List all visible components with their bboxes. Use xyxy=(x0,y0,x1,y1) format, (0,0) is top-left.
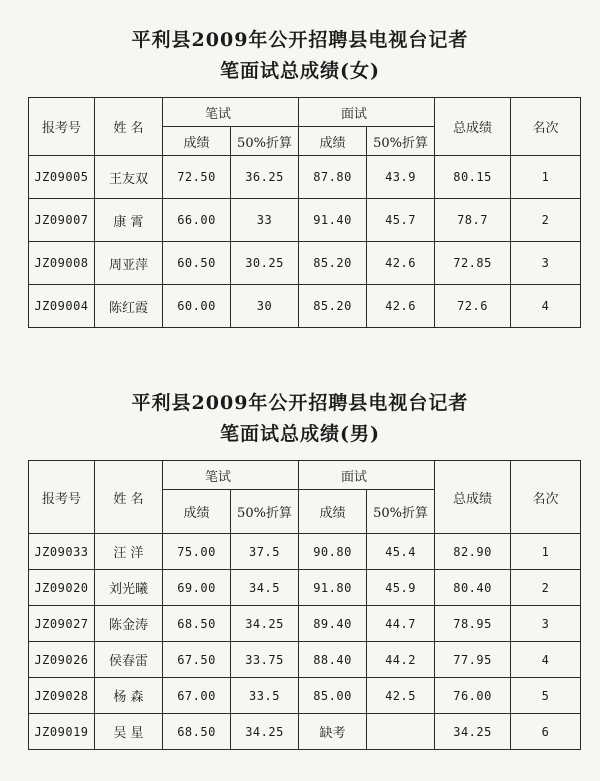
cell-interview-50pct: 45.7 xyxy=(367,199,435,242)
cell-written-score: 75.00 xyxy=(163,534,231,570)
header-interview-score: 成绩 xyxy=(299,490,367,534)
cell-written-50pct: 30 xyxy=(231,285,299,328)
header-name: 姓 名 xyxy=(95,461,163,534)
cell-interview-score: 91.40 xyxy=(299,199,367,242)
cell-rank: 4 xyxy=(511,642,581,678)
cell-written-score: 68.50 xyxy=(163,714,231,750)
cell-exam-no: JZ09028 xyxy=(29,678,95,714)
cell-interview-score: 88.40 xyxy=(299,642,367,678)
cell-interview-50pct: 45.4 xyxy=(367,534,435,570)
cell-interview-score: 85.20 xyxy=(299,285,367,328)
cell-rank: 3 xyxy=(511,242,581,285)
table-row xyxy=(29,606,581,642)
cell-name: 杨 森 xyxy=(95,678,163,714)
female-score-table xyxy=(28,97,581,328)
cell-interview-50pct: 42.6 xyxy=(367,242,435,285)
cell-interview-score: 缺考 xyxy=(299,714,367,750)
cell-name: 吴 星 xyxy=(95,714,163,750)
header-written-50pct: 50%折算 xyxy=(231,490,299,534)
cell-total: 80.40 xyxy=(435,570,511,606)
cell-written-50pct: 34.25 xyxy=(231,714,299,750)
cell-total: 72.6 xyxy=(435,285,511,328)
cell-written-50pct: 34.25 xyxy=(231,606,299,642)
cell-total: 72.85 xyxy=(435,242,511,285)
cell-interview-50pct: 42.5 xyxy=(367,678,435,714)
table-row xyxy=(29,714,581,750)
cell-name: 王友双 xyxy=(95,156,163,199)
cell-exam-no: JZ09019 xyxy=(29,714,95,750)
cell-name: 侯春雷 xyxy=(95,642,163,678)
table-row xyxy=(29,678,581,714)
cell-name: 康 霄 xyxy=(95,199,163,242)
cell-rank: 2 xyxy=(511,570,581,606)
header-name: 姓 名 xyxy=(95,98,163,156)
cell-written-score: 67.50 xyxy=(163,642,231,678)
cell-written-score: 60.00 xyxy=(163,285,231,328)
cell-interview-50pct: 45.9 xyxy=(367,570,435,606)
cell-exam-no: JZ09020 xyxy=(29,570,95,606)
cell-written-50pct: 30.25 xyxy=(231,242,299,285)
cell-written-50pct: 33.75 xyxy=(231,642,299,678)
header-total: 总成绩 xyxy=(435,461,511,534)
cell-total: 78.7 xyxy=(435,199,511,242)
cell-exam-no: JZ09007 xyxy=(29,199,95,242)
cell-written-score: 68.50 xyxy=(163,606,231,642)
cell-rank: 1 xyxy=(511,534,581,570)
cell-exam-no: JZ09005 xyxy=(29,156,95,199)
cell-interview-50pct: 44.7 xyxy=(367,606,435,642)
header-written-score: 成绩 xyxy=(163,490,231,534)
cell-written-score: 67.00 xyxy=(163,678,231,714)
cell-total: 78.95 xyxy=(435,606,511,642)
cell-exam-no: JZ09004 xyxy=(29,285,95,328)
cell-rank: 4 xyxy=(511,285,581,328)
cell-total: 34.25 xyxy=(435,714,511,750)
cell-written-50pct: 33 xyxy=(231,199,299,242)
header-written-score: 成绩 xyxy=(163,127,231,156)
header-rank: 名次 xyxy=(511,98,581,156)
section-2-title-line2: 笔面试总成绩(男) xyxy=(220,423,380,445)
cell-written-50pct: 37.5 xyxy=(231,534,299,570)
header-total: 总成绩 xyxy=(435,98,511,156)
table-row xyxy=(29,570,581,606)
cell-written-50pct: 34.5 xyxy=(231,570,299,606)
cell-name: 陈红霞 xyxy=(95,285,163,328)
cell-exam-no: JZ09027 xyxy=(29,606,95,642)
cell-interview-score: 85.00 xyxy=(299,678,367,714)
cell-written-score: 66.00 xyxy=(163,199,231,242)
cell-exam-no: JZ09008 xyxy=(29,242,95,285)
table-row xyxy=(29,156,581,199)
cell-interview-50pct: 43.9 xyxy=(367,156,435,199)
cell-written-score: 60.50 xyxy=(163,242,231,285)
cell-written-score: 72.50 xyxy=(163,156,231,199)
header-exam-no: 报考号 xyxy=(29,461,95,534)
cell-rank: 1 xyxy=(511,156,581,199)
cell-interview-score: 87.80 xyxy=(299,156,367,199)
cell-interview-50pct xyxy=(367,714,435,750)
header-interview: 面试 xyxy=(299,461,435,490)
cell-written-50pct: 36.25 xyxy=(231,156,299,199)
male-score-table xyxy=(28,460,581,750)
cell-exam-no: JZ09026 xyxy=(29,642,95,678)
table-row xyxy=(29,642,581,678)
cell-rank: 6 xyxy=(511,714,581,750)
cell-total: 76.00 xyxy=(435,678,511,714)
cell-name: 刘光曦 xyxy=(95,570,163,606)
section-1-title-line2: 笔面试总成绩(女) xyxy=(220,60,380,82)
header-written: 笔试 xyxy=(163,461,299,490)
cell-interview-score: 89.40 xyxy=(299,606,367,642)
header-interview-50pct: 50%折算 xyxy=(367,127,435,156)
cell-name: 陈金涛 xyxy=(95,606,163,642)
cell-total: 82.90 xyxy=(435,534,511,570)
header-interview-score: 成绩 xyxy=(299,127,367,156)
section-2-title-line1: 平利县2009年公开招聘县电视台记者 xyxy=(131,392,469,414)
cell-interview-score: 85.20 xyxy=(299,242,367,285)
cell-name: 周亚萍 xyxy=(95,242,163,285)
header-exam-no: 报考号 xyxy=(29,98,95,156)
cell-interview-50pct: 42.6 xyxy=(367,285,435,328)
cell-rank: 3 xyxy=(511,606,581,642)
header-written: 笔试 xyxy=(163,98,299,127)
cell-total: 77.95 xyxy=(435,642,511,678)
section-1-title-line1: 平利县2009年公开招聘县电视台记者 xyxy=(131,29,469,51)
header-written-50pct: 50%折算 xyxy=(231,127,299,156)
cell-interview-score: 90.80 xyxy=(299,534,367,570)
cell-interview-score: 91.80 xyxy=(299,570,367,606)
cell-interview-50pct: 44.2 xyxy=(367,642,435,678)
cell-exam-no: JZ09033 xyxy=(29,534,95,570)
table-row xyxy=(29,285,581,328)
table-row xyxy=(29,534,581,570)
cell-total: 80.15 xyxy=(435,156,511,199)
table-row xyxy=(29,242,581,285)
cell-rank: 5 xyxy=(511,678,581,714)
header-interview-50pct: 50%折算 xyxy=(367,490,435,534)
header-rank: 名次 xyxy=(511,461,581,534)
cell-rank: 2 xyxy=(511,199,581,242)
cell-written-50pct: 33.5 xyxy=(231,678,299,714)
table-row xyxy=(29,199,581,242)
cell-name: 汪 洋 xyxy=(95,534,163,570)
header-interview: 面试 xyxy=(299,98,435,127)
cell-written-score: 69.00 xyxy=(163,570,231,606)
